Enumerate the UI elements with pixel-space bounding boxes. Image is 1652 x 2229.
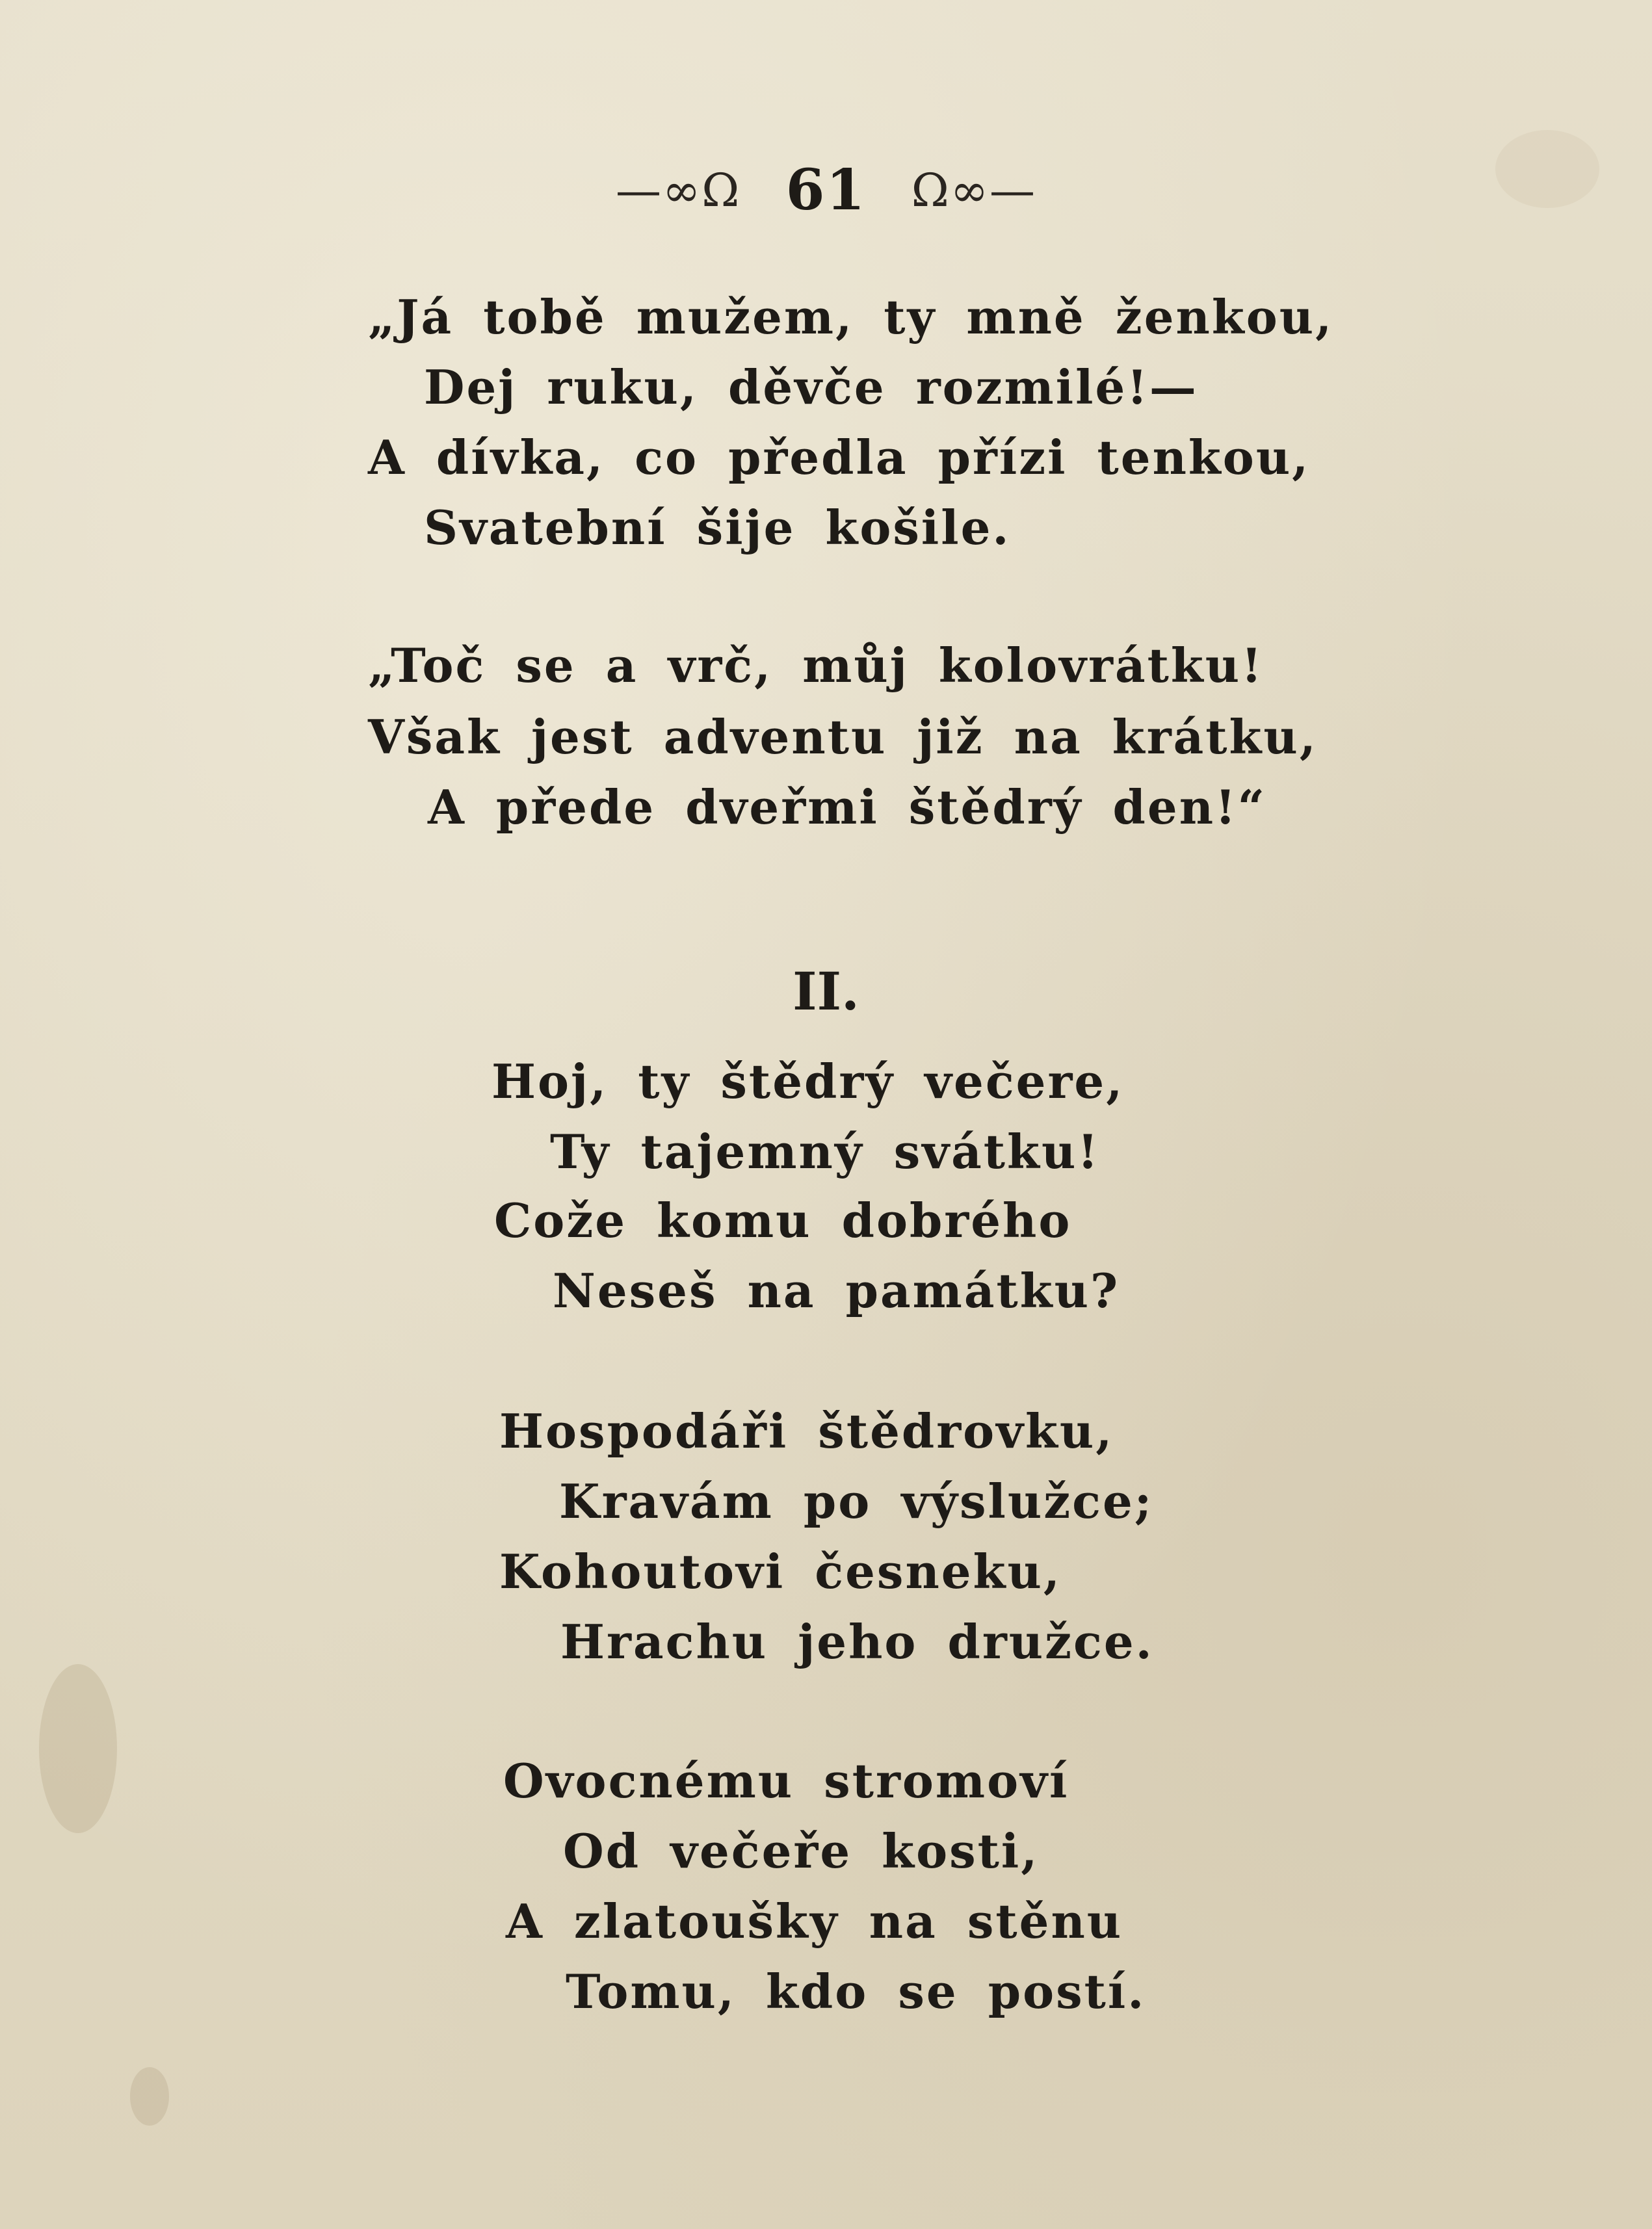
- verse-line: „Já tobě mužem, ty mně ženkou,: [368, 289, 1334, 345]
- verse-line: Svatební šije košile.: [424, 500, 1011, 555]
- paper-stain: [39, 1664, 117, 1833]
- verse-line: Tomu, kdo se postí.: [566, 1964, 1146, 2019]
- paper-stain: [130, 2067, 169, 2126]
- ornament-right-icon: Ω∞—: [911, 163, 1037, 217]
- verse-line: Dej ruku, děvče rozmilé!—: [424, 359, 1198, 415]
- verse-line: Hrachu jeho družce.: [560, 1614, 1154, 1669]
- verse-line: Neseš na památku?: [553, 1263, 1120, 1318]
- verse-line: Hoj, ty štědrý večere,: [492, 1054, 1125, 1109]
- verse-line: Od večeře kosti,: [563, 1823, 1040, 1879]
- verse-line: A dívka, co předla přízi tenkou,: [368, 430, 1311, 485]
- verse-line: Ovocnému stromoví: [503, 1753, 1069, 1808]
- verse-line: Však jest adventu již na krátku,: [368, 709, 1318, 764]
- section-heading: II.: [793, 961, 859, 1022]
- verse-line: A přede dveřmi štědrý den!“: [428, 779, 1267, 835]
- verse-line: Hospodáři štědrovku,: [499, 1403, 1114, 1459]
- verse-line: Cože komu dobrého: [494, 1193, 1072, 1248]
- verse-line: Kohoutovi česneku,: [499, 1544, 1062, 1599]
- verse-line: Kravám po výslužce;: [559, 1474, 1154, 1529]
- verse-line: Ty tajemný svátku!: [550, 1124, 1100, 1179]
- ornament-left-icon: —∞Ω: [615, 163, 741, 217]
- verse-line: A zlatoušky na stěnu: [506, 1894, 1123, 1949]
- page-number: 61: [785, 157, 867, 223]
- verse-line: „Toč se a vrč, můj kolovrátku!: [368, 638, 1264, 693]
- page-header: [0, 153, 1652, 223]
